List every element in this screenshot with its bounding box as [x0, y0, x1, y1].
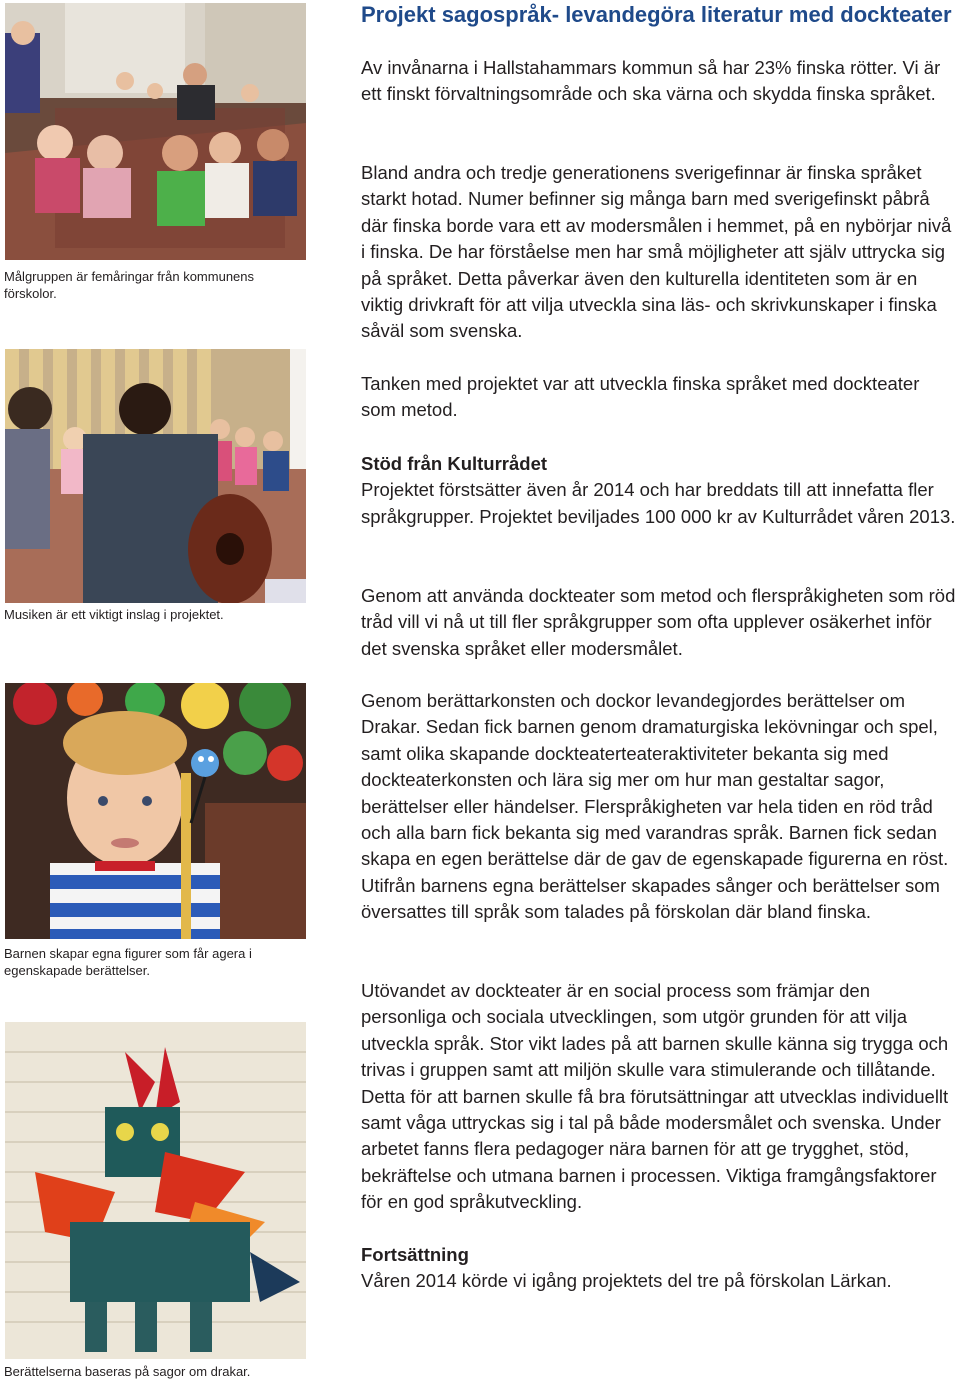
paragraph: Projektet förstsätter även år 2014 och har breddats till att innefatta fler språkgrupper. Projektet beviljades 100 000 kr av Kulturrådet våren 2013. [361, 479, 956, 527]
photo-dragon-puppet [5, 1022, 306, 1359]
paragraph: Utövandet av dockteater är en social process som främjar den personliga och sociala utvecklingen, som utgör grunden för att vilja utveckla språk. Stor vikt lades på att barnen skulle känna sig trygga och trivas i gruppen samt att miljön skulle vara stimulerande och tillåtande. Detta för att barnen skulle få bra förutsättningar att utvecklas individuellt samt våga uttryckas sig i tal på både modersmålet och svenska. Under arbetet fanns flera pedagoger nära barnen för att ge trygghet, stöd, bekräftelse och utmana barnen i processen. Viktiga framgångsfaktorer för en god språkutveckling. [361, 980, 949, 1213]
paragraph: Genom att använda dockteater som metod och flerspråkigheten som röd tråd vill vi nå ut till fler språkgrupper som ofta upplever osäkerhet inför det svenska språket eller modersmålet. [361, 585, 956, 659]
body-text-dragons [361, 688, 958, 926]
paragraph: Av invånarna i Hallstahammars kommun så har 23% finska rötter. Vi är ett finskt förvaltningsområde och ska värna och skydda finska språket. [361, 57, 941, 105]
section-kulturradet [361, 451, 958, 530]
body-text-intro [361, 55, 958, 108]
paragraph: Genom berättarkonsten och dockor levandegjordes berättelser om Drakar. Sedan fick barnen genom dramaturgiska lekövningar och spel, samt olika skapande dockteaterteateraktiviteter bekanta sig med dockteaterkonsten och lära sig mer om hur man gestaltar sagor, berättelser eller händelser. Flerspråkigheten var hela tiden en röd tråd och alla barn fick bekanta sig med varandras språk. Barnen fick sedan skapa en egen berättelse där de gav de egenskapade figurerna en röst. Utifrån barnens egna berättelser skapades sånger och berättelser som översattes till språk som talades på förskolan där bland finska. [361, 690, 949, 923]
photo-music-guitar [5, 349, 306, 603]
section-heading: Fortsättning [361, 1244, 469, 1265]
photo-caption: Berättelserna baseras på sagor om drakar. [4, 1364, 251, 1379]
paragraph: Bland andra och tredje generationens sverigefinnar är finska språket starkt hotad. Numer befinner sig många barn med sverigefinskt påbrå där finska borde vara ett av modersmålen i hemmet, på en nybörjar nivå i finska. De har förståelse men har små möjligheter att själv uttrycka sig på språket. Detta påverkar även den kulturella identiteten som är en viktig drivkraft för att vilja utveckla sina läs- och skrivkunskaper i finska såväl som svenska. [361, 162, 952, 342]
photo-children-circle [5, 3, 306, 260]
section-heading: Stöd från Kulturrådet [361, 453, 548, 474]
page-title: Projekt sagospråk- levandegöra literatur med dockteater [361, 2, 952, 27]
paragraph: Våren 2014 körde vi igång projektets del tre på förskolan Lärkan. [361, 1270, 892, 1292]
body-text-social [361, 978, 958, 1216]
section-continuation [361, 1242, 958, 1295]
photo-caption: Barnen skapar egna figurer som får agera i egenskapade berättelser. [4, 946, 252, 978]
photo-boy-puppet [5, 683, 306, 939]
paragraph: Tanken med projektet var att utveckla finska språket med dockteater som metod. [361, 373, 920, 421]
photo-caption: Målgruppen är femåringar från kommunens förskolor. [4, 269, 255, 301]
body-text-multilingual [361, 583, 958, 662]
body-text-background [361, 160, 958, 345]
photo-caption: Musiken är ett viktigt inslag i projektet. [4, 607, 224, 622]
body-text-method [361, 371, 958, 424]
